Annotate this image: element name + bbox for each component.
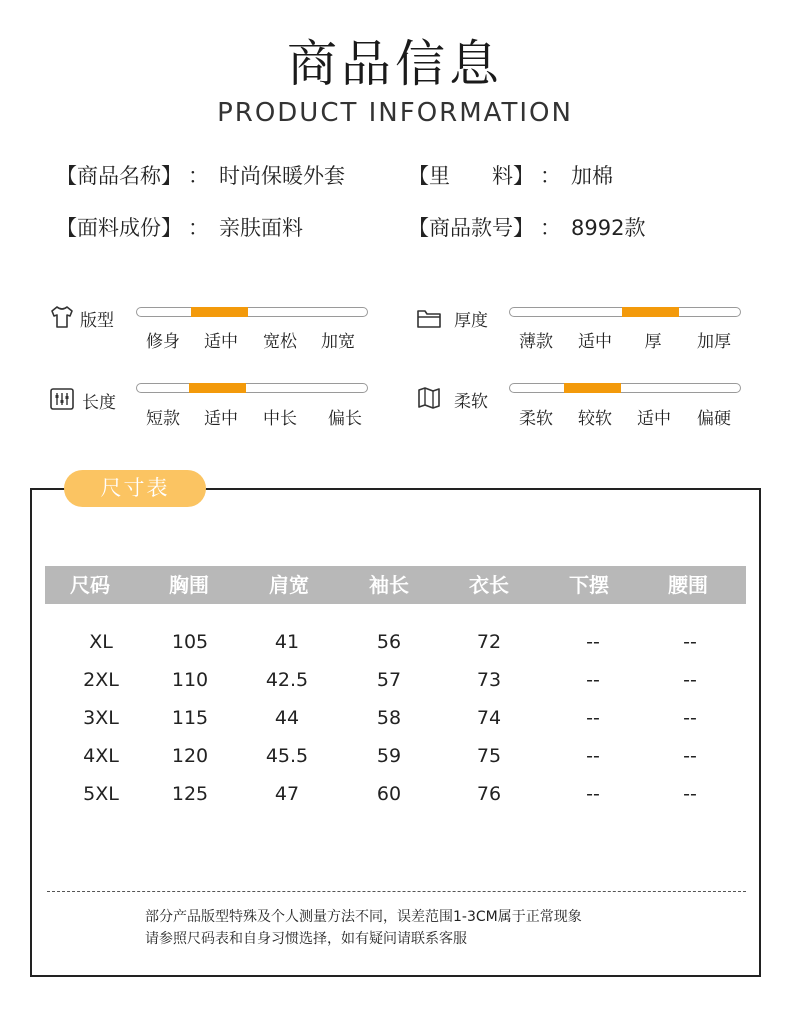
attr-option: 修身 (146, 332, 180, 352)
table-cell: -- (586, 783, 600, 805)
info-value: 8992款 (571, 216, 646, 240)
table-cell: XL (89, 631, 113, 653)
table-cell: 110 (171, 669, 209, 691)
table-cell: 47 (274, 783, 300, 805)
attr-option: 适中 (204, 409, 238, 429)
info-separator: ： (188, 164, 209, 188)
column-header: 下摆 (569, 573, 609, 597)
table-cell: 74 (476, 707, 502, 729)
table-cell: -- (586, 707, 600, 729)
table-cell: 44 (274, 707, 300, 729)
table-cell: 115 (171, 707, 209, 729)
table-cell: -- (683, 745, 697, 767)
info-style-number (408, 212, 645, 242)
attr-name: 柔软 (454, 392, 488, 412)
attr-scale-fill (622, 307, 679, 317)
attr-option: 偏硬 (697, 409, 731, 429)
table-cell: 72 (476, 631, 502, 653)
info-label: 【商品名称】 (56, 164, 182, 188)
attr-scale-fill (191, 307, 248, 317)
table-cell: 73 (476, 669, 502, 691)
table-cell: 120 (171, 745, 209, 767)
attr-name: 厚度 (454, 311, 488, 331)
column-header: 肩宽 (269, 573, 309, 597)
attr-scale-track (136, 383, 368, 393)
attr-name: 版型 (80, 311, 114, 331)
info-fabric (56, 212, 303, 242)
info-separator: ： (540, 164, 561, 188)
info-separator: ： (188, 216, 209, 240)
attr-scale-track (509, 383, 741, 393)
column-header: 胸围 (169, 573, 209, 597)
divider (47, 891, 746, 892)
table-cell: -- (683, 631, 697, 653)
table-cell: 76 (476, 783, 502, 805)
map-fold-icon (416, 385, 442, 411)
folder-icon (416, 305, 442, 331)
size-note-line: 部分产品版型特殊及个人测量方法不同，误差范围1-3CM属于正常现象 (145, 909, 582, 925)
attr-scale-fill (564, 383, 621, 393)
size-table-frame (30, 488, 761, 977)
column-header: 腰围 (668, 573, 708, 597)
size-table-tab: 尺寸表 (64, 470, 206, 507)
table-cell: 4XL (83, 745, 119, 767)
info-value: 亲肤面料 (219, 216, 303, 240)
info-label: 【面料成份】 (56, 216, 182, 240)
attr-option: 偏长 (328, 409, 362, 429)
info-label: 【里 料】 (408, 164, 534, 188)
table-cell: -- (586, 669, 600, 691)
table-cell: -- (683, 707, 697, 729)
attr-scale-fill (189, 383, 246, 393)
table-cell: 56 (376, 631, 402, 653)
table-cell: 125 (171, 783, 209, 805)
table-cell: 45.5 (265, 745, 309, 767)
size-note-line: 请参照尺码表和自身习惯选择，如有疑问请联系客服 (145, 931, 467, 947)
info-label: 【商品款号】 (408, 216, 534, 240)
info-lining (408, 160, 613, 190)
attr-option: 加厚 (697, 332, 731, 352)
attr-option: 适中 (637, 409, 671, 429)
table-cell: 75 (476, 745, 502, 767)
attr-option: 柔软 (519, 409, 553, 429)
attr-option: 适中 (578, 332, 612, 352)
attr-option: 宽松 (263, 332, 297, 352)
column-header: 袖长 (369, 573, 409, 597)
tshirt-icon (49, 304, 75, 330)
attr-option: 中长 (263, 409, 297, 429)
table-cell: -- (586, 631, 600, 653)
table-cell: -- (586, 745, 600, 767)
attr-option: 较软 (578, 409, 612, 429)
table-cell: -- (683, 783, 697, 805)
column-header: 衣长 (469, 573, 509, 597)
table-cell: -- (683, 669, 697, 691)
attr-scale-track (509, 307, 741, 317)
page-subtitle: PRODUCT INFORMATION (217, 98, 573, 128)
table-cell: 105 (171, 631, 209, 653)
table-cell: 59 (376, 745, 402, 767)
table-cell: 5XL (83, 783, 119, 805)
attr-name: 长度 (82, 393, 116, 413)
sliders-icon (49, 386, 75, 412)
table-cell: 2XL (83, 669, 119, 691)
attr-option: 薄款 (519, 332, 553, 352)
attr-option: 短款 (146, 409, 180, 429)
info-value: 时尚保暖外套 (219, 164, 345, 188)
table-cell: 60 (376, 783, 402, 805)
info-product-name (56, 160, 345, 190)
attr-scale-track (136, 307, 368, 317)
attr-option: 适中 (204, 332, 238, 352)
page-title: 商品信息 (287, 35, 503, 93)
table-cell: 58 (376, 707, 402, 729)
attr-option: 厚 (644, 332, 662, 352)
info-separator: ： (540, 216, 561, 240)
table-cell: 41 (274, 631, 300, 653)
attr-option: 加宽 (321, 332, 355, 352)
table-cell: 57 (376, 669, 402, 691)
column-header: 尺码 (70, 573, 110, 597)
table-cell: 42.5 (265, 669, 309, 691)
info-value: 加棉 (571, 164, 613, 188)
table-cell: 3XL (83, 707, 119, 729)
